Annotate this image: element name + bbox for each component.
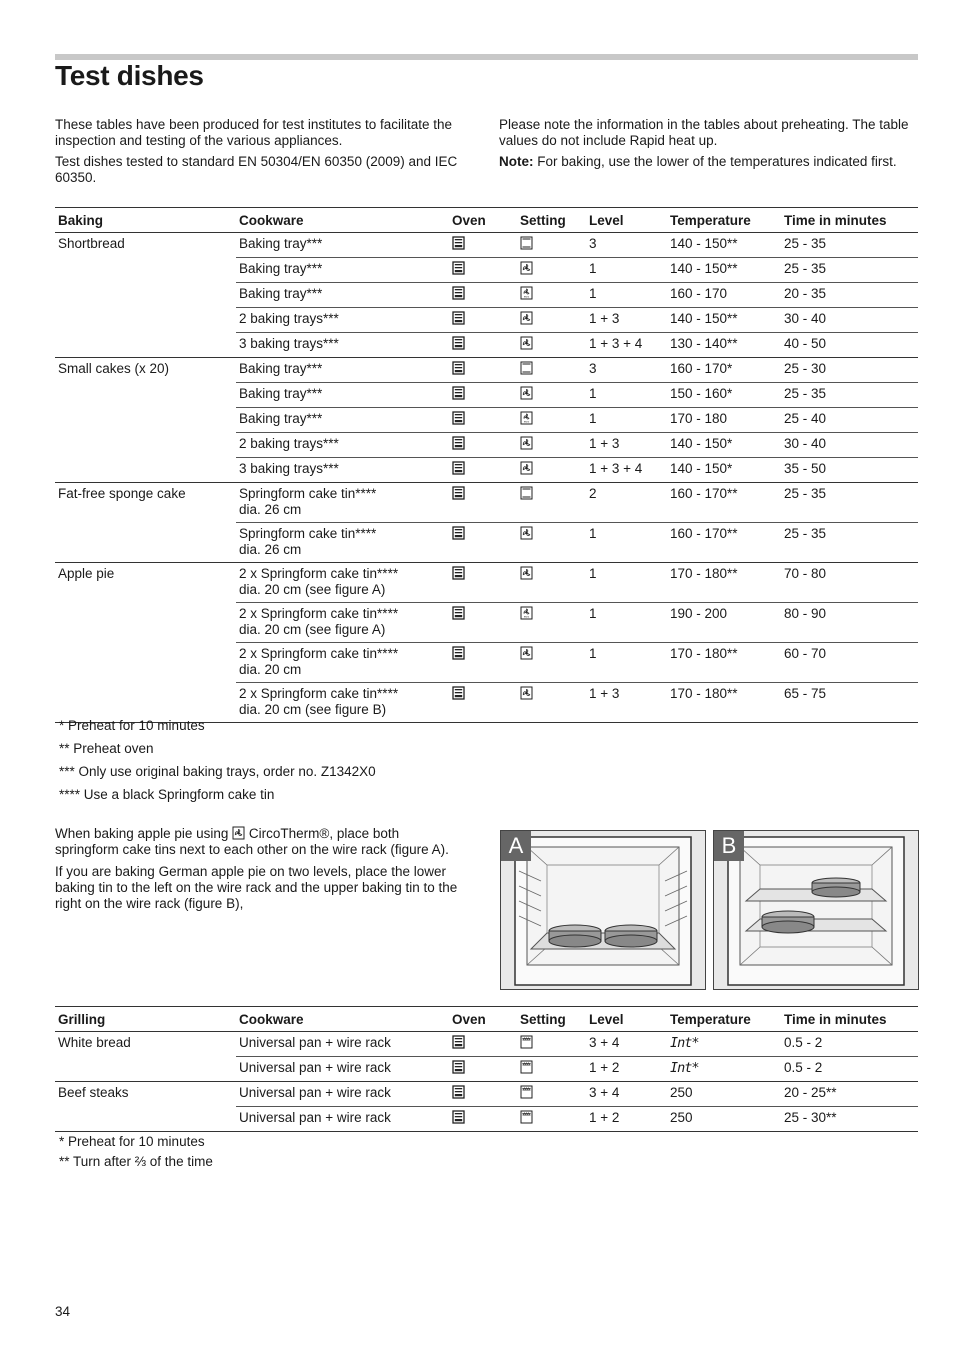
oven-icon: [452, 646, 465, 660]
icon-cell: [517, 458, 586, 483]
dish-cell: Fat-free sponge cake: [55, 483, 236, 523]
level-cell: 1: [586, 383, 667, 408]
icon-cell: [449, 233, 517, 258]
cookware-cell: [236, 458, 449, 483]
time-cell: 25 - 40: [781, 408, 918, 433]
temp-cell: 140 - 150*: [667, 433, 781, 458]
oven-icon: [452, 526, 465, 540]
grilling-table-header: [55, 1007, 918, 1032]
oven-illustration-a: [501, 831, 705, 989]
oven-icon: [452, 311, 465, 325]
dish-cell: [55, 683, 236, 723]
level-cell: 1: [586, 563, 667, 603]
icon-cell: [517, 408, 586, 433]
temp-cell: 170 - 180: [667, 408, 781, 433]
time-cell: 60 - 70: [781, 643, 918, 683]
table-row: [55, 458, 918, 483]
column-header: Oven: [449, 1007, 517, 1032]
temp-cell: 140 - 150**: [667, 308, 781, 333]
time-cell: 35 - 50: [781, 458, 918, 483]
table-row: [55, 1032, 918, 1057]
dish-cell: [55, 458, 236, 483]
icon-cell: [517, 283, 586, 308]
time-cell: 25 - 35: [781, 383, 918, 408]
dish-cell: Shortbread: [55, 233, 236, 258]
oven-icon: [452, 236, 465, 250]
icon-cell: [449, 358, 517, 383]
full-surface-grill-icon: [520, 1035, 533, 1049]
cookware-text: 2 baking trays***: [239, 436, 339, 451]
icon-cell: [517, 483, 586, 523]
temp-cell: 160 - 170**: [667, 523, 781, 563]
circotherm-hot-air-icon: [520, 646, 533, 660]
column-header: Temperature: [667, 208, 781, 233]
icon-cell: [517, 523, 586, 563]
oven-icon: [452, 286, 465, 300]
time-cell: 0.5 - 2: [781, 1032, 918, 1057]
temp-cell: 160 - 170**: [667, 483, 781, 523]
oven-icon: [452, 606, 465, 620]
icon-cell: [449, 683, 517, 723]
oven-icon: [452, 261, 465, 275]
table-row: [55, 383, 918, 408]
cookware-cell: [236, 408, 449, 433]
icon-cell: [517, 603, 586, 643]
cookware-cell: [236, 233, 449, 258]
column-header: Level: [586, 1007, 667, 1032]
temp-cell: 150 - 160*: [667, 383, 781, 408]
column-header: Level: [586, 208, 667, 233]
circotherm-hot-air-icon: [520, 526, 533, 540]
cookware-detail: dia. 20 cm (see figure A): [239, 621, 386, 637]
circotherm-hot-air-icon: [520, 686, 533, 700]
icon-cell: [449, 408, 517, 433]
cookware-text: Baking tray***: [239, 261, 323, 276]
icon-cell: [517, 358, 586, 383]
icon-cell: [449, 283, 517, 308]
icon-cell: [517, 643, 586, 683]
icon-cell: [449, 523, 517, 563]
time-cell: 65 - 75: [781, 683, 918, 723]
baking-table: [55, 207, 918, 723]
level-cell: 1 + 3: [586, 433, 667, 458]
icon-cell: [449, 258, 517, 283]
table-row: [55, 308, 918, 333]
note-paragraph: [499, 154, 919, 170]
cookware-text: Baking tray***: [239, 386, 323, 401]
oven-icon: [452, 361, 465, 375]
circotherm-hot-air-icon: [520, 461, 533, 475]
full-surface-grill-icon: [520, 1085, 533, 1099]
table-row: [55, 1107, 918, 1132]
table-row: [55, 523, 918, 563]
time-cell: 20 - 35: [781, 283, 918, 308]
level-cell: 1 + 2: [586, 1107, 667, 1132]
level-cell: 1: [586, 643, 667, 683]
temp-cell: 170 - 180**: [667, 563, 781, 603]
baking-table-body: [55, 233, 918, 723]
icon-cell: [449, 483, 517, 523]
cookware-cell: Universal pan + wire rack: [236, 1057, 449, 1082]
icon-cell: [449, 383, 517, 408]
grilling-table-body: [55, 1032, 918, 1132]
figure-b-oven-image: [713, 830, 919, 990]
temp-value: Int*: [670, 1060, 699, 1076]
cookware-cell: [236, 683, 449, 723]
dish-cell: [55, 308, 236, 333]
cookware-detail: dia. 20 cm (see figure B): [239, 701, 387, 717]
level-cell: 1: [586, 258, 667, 283]
table-row: [55, 433, 918, 458]
temp-cell: [667, 1032, 781, 1057]
level-cell: 1 + 2: [586, 1057, 667, 1082]
circotherm-hot-air-icon: [520, 436, 533, 450]
note-text: For baking, use the lower of the temperatures indicated first.: [533, 154, 897, 169]
icon-cell: [449, 1107, 517, 1132]
time-cell: 25 - 30: [781, 358, 918, 383]
grilling-footnotes: [59, 1134, 213, 1174]
icon-cell: [449, 333, 517, 358]
icon-cell: [517, 233, 586, 258]
note-label: Note:: [499, 154, 534, 169]
temp-value: 250: [670, 1085, 693, 1100]
time-cell: 70 - 80: [781, 563, 918, 603]
top-bottom-heating-icon: [520, 236, 533, 250]
time-cell: 0.5 - 2: [781, 1057, 918, 1082]
level-cell: 3: [586, 358, 667, 383]
oven-icon: [452, 436, 465, 450]
level-cell: 2: [586, 483, 667, 523]
icon-cell: [517, 383, 586, 408]
dish-cell: [55, 1057, 236, 1082]
baking-footnotes: [59, 718, 376, 810]
cookware-text: Springform cake tin****: [239, 486, 377, 501]
cookware-detail: dia. 20 cm: [239, 661, 302, 677]
oven-icon: [452, 1085, 465, 1099]
table-row: [55, 233, 918, 258]
column-header: Baking: [55, 208, 236, 233]
temp-cell: 140 - 150**: [667, 233, 781, 258]
oven-icon: [452, 1035, 465, 1049]
intro-paragraph: Test dishes tested to standard EN 50304/EN 60350 (2009) and IEC 60350.: [55, 154, 458, 185]
intro-left: [55, 117, 480, 191]
icon-cell: [517, 1032, 586, 1057]
oven-icon: [452, 1110, 465, 1124]
dish-cell: [55, 258, 236, 283]
cookware-detail: dia. 20 cm (see figure A): [239, 581, 386, 597]
icon-cell: [449, 643, 517, 683]
footnote: * Preheat for 10 minutes: [59, 718, 205, 733]
cookware-cell: [236, 258, 449, 283]
cookware-cell: [236, 643, 449, 683]
table-row: [55, 563, 918, 603]
intro-paragraph: These tables have been produced for test institutes to facilitate the inspection and testing of the various appliances.: [55, 117, 452, 148]
oven-icon: [452, 686, 465, 700]
table-row: [55, 643, 918, 683]
column-header: Time in minutes: [781, 1007, 918, 1032]
cookware-cell: [236, 333, 449, 358]
temp-cell: 190 - 200: [667, 603, 781, 643]
cookware-cell: [236, 483, 449, 523]
table-row: [55, 683, 918, 723]
dish-cell: [55, 643, 236, 683]
table-row: [55, 603, 918, 643]
time-cell: 25 - 35: [781, 258, 918, 283]
oven-icon: [452, 486, 465, 500]
level-cell: 1: [586, 408, 667, 433]
circotherm-eco-icon: [520, 606, 533, 620]
cookware-cell: [236, 383, 449, 408]
temp-cell: 160 - 170*: [667, 358, 781, 383]
column-header: Setting: [517, 208, 586, 233]
time-cell: 25 - 30**: [781, 1107, 918, 1132]
oven-icon: [452, 566, 465, 580]
cookware-cell: Universal pan + wire rack: [236, 1082, 449, 1107]
time-cell: 30 - 40: [781, 433, 918, 458]
table-row: [55, 283, 918, 308]
oven-icon: [452, 1060, 465, 1074]
circotherm-hot-air-icon: [520, 336, 533, 350]
temp-value: Int*: [670, 1035, 699, 1051]
cookware-text: Baking tray***: [239, 286, 323, 301]
table-row: [55, 408, 918, 433]
oven-icon: [452, 461, 465, 475]
cookware-text: 3 baking trays***: [239, 461, 339, 476]
circotherm-hot-air-icon: [520, 386, 533, 400]
temp-cell: 170 - 180**: [667, 643, 781, 683]
cookware-text: 2 x Springform cake tin****: [239, 566, 399, 581]
level-cell: 1 + 3: [586, 308, 667, 333]
cookware-text: 3 baking trays***: [239, 336, 339, 351]
figure-b-label: B: [714, 831, 744, 861]
dish-cell: [55, 523, 236, 563]
cookware-cell: [236, 433, 449, 458]
table-row: [55, 358, 918, 383]
dish-cell: Beef steaks: [55, 1082, 236, 1107]
grilling-table: [55, 1006, 918, 1132]
temp-cell: 140 - 150*: [667, 458, 781, 483]
cookware-cell: [236, 308, 449, 333]
temp-cell: [667, 1057, 781, 1082]
intro-paragraph: Please note the information in the tables about preheating. The table values do not include Rapid heat up.: [499, 117, 909, 148]
level-cell: 1 + 3: [586, 683, 667, 723]
icon-cell: [517, 258, 586, 283]
time-cell: 25 - 35: [781, 233, 918, 258]
cookware-text: Baking tray***: [239, 361, 323, 376]
cookware-text: 2 x Springform cake tin****: [239, 646, 399, 661]
temp-cell: 140 - 150**: [667, 258, 781, 283]
level-cell: 1: [586, 283, 667, 308]
dish-cell: [55, 283, 236, 308]
oven-icon: [452, 386, 465, 400]
baking-table-header: [55, 208, 918, 233]
circotherm-hot-air-icon: [520, 566, 533, 580]
icon-cell: [517, 683, 586, 723]
top-bottom-heating-icon: [520, 361, 533, 375]
full-surface-grill-icon: [520, 1060, 533, 1074]
dish-cell: [55, 408, 236, 433]
top-bottom-heating-icon: [520, 486, 533, 500]
temp-cell: 170 - 180**: [667, 683, 781, 723]
footnote: **** Use a black Springform cake tin: [59, 787, 275, 802]
cookware-cell: Universal pan + wire rack: [236, 1107, 449, 1132]
column-header: Cookware: [236, 208, 449, 233]
time-cell: 40 - 50: [781, 333, 918, 358]
footnote: *** Only use original baking trays, order no. Z1342X0: [59, 764, 376, 779]
level-cell: 1: [586, 523, 667, 563]
figure-a-oven-image: [500, 830, 706, 990]
cookware-cell: [236, 563, 449, 603]
oven-illustration-b: [714, 831, 918, 989]
cookware-text: 2 x Springform cake tin****: [239, 686, 399, 701]
time-cell: 30 - 40: [781, 308, 918, 333]
icon-cell: [517, 1082, 586, 1107]
table-row: [55, 333, 918, 358]
icon-cell: [517, 1107, 586, 1132]
dish-cell: [55, 603, 236, 643]
column-header: Grilling: [55, 1007, 236, 1032]
dish-cell: White bread: [55, 1032, 236, 1057]
apple-paragraph-2: If you are baking German apple pie on two levels, place the lower baking tin to the left on the wire rack and the upper baking tin to the right on the wire rack (figure B),: [55, 864, 458, 911]
time-cell: 80 - 90: [781, 603, 918, 643]
table-row: [55, 1082, 918, 1107]
temp-cell: [667, 1082, 781, 1107]
cookware-cell: Universal pan + wire rack: [236, 1032, 449, 1057]
oven-icon: [452, 411, 465, 425]
temp-value: 250: [670, 1110, 693, 1125]
level-cell: 3 + 4: [586, 1082, 667, 1107]
icon-cell: [517, 308, 586, 333]
table-row: [55, 258, 918, 283]
column-header: Cookware: [236, 1007, 449, 1032]
temp-cell: 130 - 140**: [667, 333, 781, 358]
dish-cell: Apple pie: [55, 563, 236, 603]
cookware-cell: [236, 523, 449, 563]
temp-cell: 160 - 170: [667, 283, 781, 308]
cookware-cell: [236, 603, 449, 643]
icon-cell: [449, 1082, 517, 1107]
cookware-text: 2 baking trays***: [239, 311, 339, 326]
icon-cell: [517, 433, 586, 458]
icon-cell: [449, 458, 517, 483]
oven-icon: [452, 336, 465, 350]
cookware-detail: dia. 26 cm: [239, 541, 302, 557]
icon-cell: [517, 333, 586, 358]
cookware-cell: [236, 283, 449, 308]
circotherm-hot-air-icon: [520, 311, 533, 325]
column-header: Time in minutes: [781, 208, 918, 233]
icon-cell: [449, 563, 517, 603]
footnote: ** Preheat oven: [59, 741, 154, 756]
cookware-text: Springform cake tin****: [239, 526, 377, 541]
circotherm-eco-icon: [520, 411, 533, 425]
dish-cell: [55, 333, 236, 358]
figure-a-label: A: [501, 831, 531, 861]
footnote: * Preheat for 10 minutes: [59, 1134, 205, 1149]
table-row: [55, 1057, 918, 1082]
cookware-text: Baking tray***: [239, 236, 323, 251]
dish-cell: [55, 383, 236, 408]
dish-cell: [55, 433, 236, 458]
icon-cell: [517, 563, 586, 603]
icon-cell: [517, 1057, 586, 1082]
apple-paragraph-1: When baking apple pie using CircoTherm®, place both springform cake tins next to each other on the wire rack (figure A).: [55, 826, 449, 857]
column-header: Temperature: [667, 1007, 781, 1032]
page-title: Test dishes: [55, 60, 204, 91]
level-cell: 3: [586, 233, 667, 258]
cookware-detail: dia. 26 cm: [239, 501, 302, 517]
apple-pie-instructions: [55, 826, 465, 918]
level-cell: 3 + 4: [586, 1032, 667, 1057]
temp-cell: [667, 1107, 781, 1132]
time-cell: 25 - 35: [781, 523, 918, 563]
column-header: Setting: [517, 1007, 586, 1032]
page-number: 34: [55, 1304, 71, 1319]
cookware-text: 2 x Springform cake tin****: [239, 606, 399, 621]
icon-cell: [449, 1032, 517, 1057]
dish-cell: [55, 1107, 236, 1132]
circotherm-eco-icon: [520, 286, 533, 300]
level-cell: 1: [586, 603, 667, 643]
icon-cell: [449, 433, 517, 458]
circotherm-hot-air-icon: [520, 261, 533, 275]
column-header: Oven: [449, 208, 517, 233]
level-cell: 1 + 3 + 4: [586, 458, 667, 483]
icon-cell: [449, 1057, 517, 1082]
full-surface-grill-icon: [520, 1110, 533, 1124]
table-row: [55, 483, 918, 523]
cookware-text: Baking tray***: [239, 411, 323, 426]
time-cell: 25 - 35: [781, 483, 918, 523]
dish-cell: Small cakes (x 20): [55, 358, 236, 383]
level-cell: 1 + 3 + 4: [586, 333, 667, 358]
intro-right: [499, 117, 919, 175]
icon-cell: [449, 603, 517, 643]
cookware-cell: [236, 358, 449, 383]
time-cell: 20 - 25**: [781, 1082, 918, 1107]
footnote: ** Turn after ⅔ of the time: [59, 1154, 213, 1169]
icon-cell: [449, 308, 517, 333]
circotherm-hot-air-icon: [232, 826, 245, 840]
